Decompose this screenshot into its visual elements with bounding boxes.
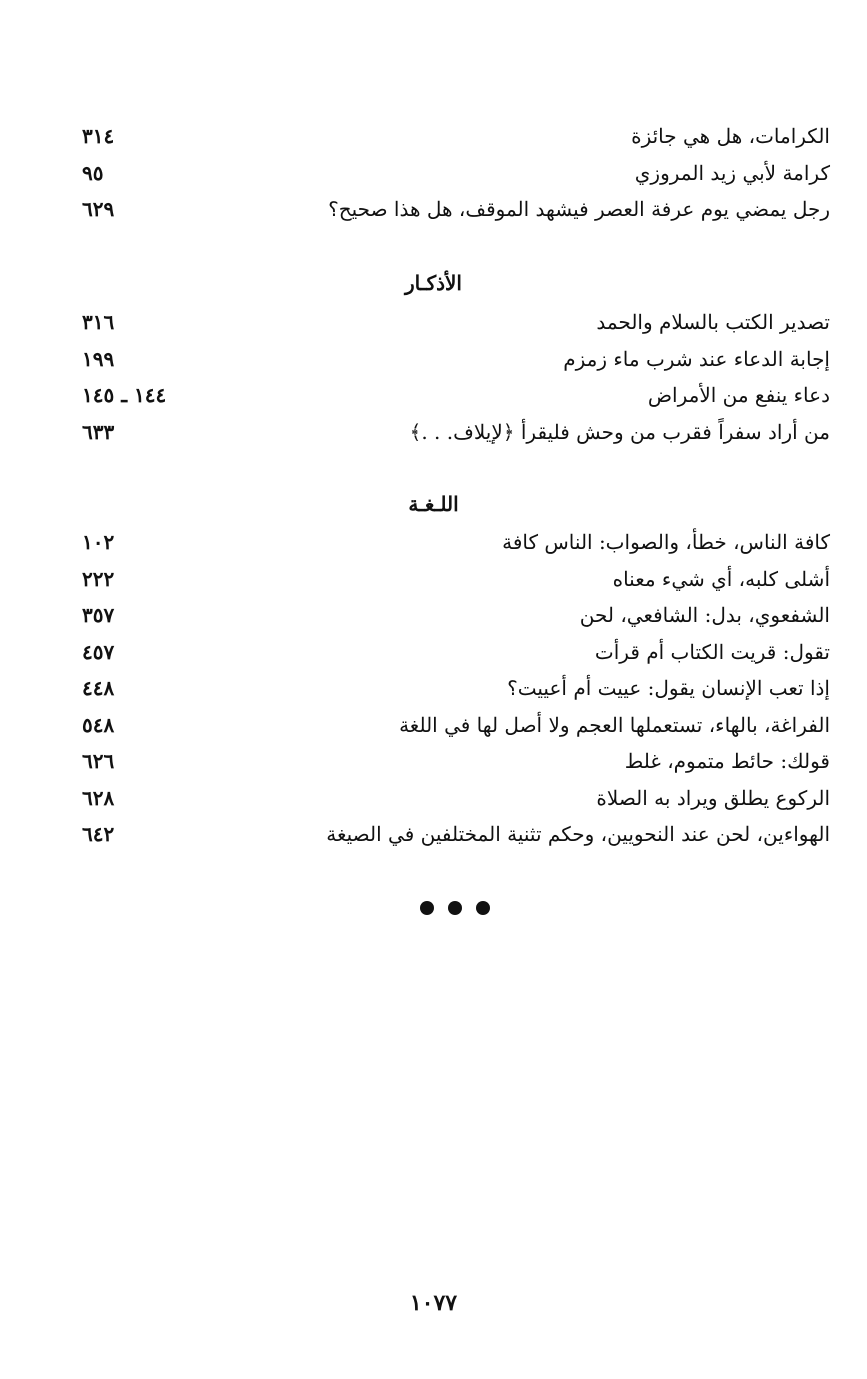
entry-page-number: ٤٤٨ <box>82 676 115 700</box>
page-number: ١٠٧٧ <box>409 1290 458 1316</box>
index-entry <box>60 194 830 231</box>
entry-text: كافة الناس، خطأ، والصواب: الناس كافة <box>502 530 830 554</box>
entry-page-number: ٦٣٣ <box>82 419 115 444</box>
entry-page-number: ١٠٢ <box>82 530 115 554</box>
index-entry <box>60 158 830 195</box>
entry-text: الركوع يطلق ويراد به الصلاة <box>596 785 830 810</box>
entry-page-number: ٦٢٨ <box>82 785 115 810</box>
entry-text: الكرامات، هل هي جائزة <box>631 124 830 148</box>
index-entry <box>60 380 830 417</box>
entry-page-number: ١٩٩ <box>82 346 115 371</box>
entry-text: الفراغة، بالهاء، تستعملها العجم ولا أصل لها في اللغة <box>399 712 830 737</box>
index-entry <box>60 344 830 381</box>
entry-page-number: ٤٥٧ <box>82 639 115 664</box>
index-entry <box>60 637 830 674</box>
entry-text: إجابة الدعاء عند شرب ماء زمزم <box>563 346 830 371</box>
entry-page-number: ٢٢٢ <box>82 566 115 591</box>
entry-page-number: ٦٢٦ <box>82 749 115 773</box>
section-heading-adhkar: الأذكـار <box>404 271 462 295</box>
entry-page-number: ٣١٦ <box>82 310 115 334</box>
entry-text: أشلى كلبه، أي شيء معناه <box>612 566 830 591</box>
section-heading-lugha: اللـغـة <box>408 492 459 516</box>
index-entry <box>60 307 830 344</box>
index-entry <box>60 600 830 637</box>
entry-text: تقول: قريت الكتاب أم قرأت <box>594 639 830 664</box>
entry-page-number: ٣٥٧ <box>82 603 115 627</box>
entry-text: من أراد سفراً فقرب من وحش فليقرأ ﴿لإيلاف. . .﴾ <box>409 419 830 444</box>
index-entry <box>60 819 830 856</box>
index-section-karamat <box>60 121 830 231</box>
entry-page-number: ٦٤٢ <box>82 822 115 846</box>
index-entry <box>60 121 830 158</box>
entry-page-number: ١٤٤ ـ ١٤٥ <box>82 383 167 407</box>
entry-text: تصدير الكتب بالسلام والحمد <box>596 310 830 334</box>
index-entry <box>60 673 830 710</box>
dot-ornament <box>420 901 434 915</box>
index-section-adhkar <box>60 307 830 453</box>
entry-text: دعاء ينفع من الأمراض <box>647 383 830 407</box>
entry-page-number: ٩٥ <box>82 160 104 185</box>
index-entry <box>60 783 830 820</box>
dot-ornament <box>476 901 490 915</box>
entry-text: الهواءين، لحن عند النحويين، وحكم تثنية المختلفين في الصيغة <box>326 822 830 846</box>
index-entry <box>60 527 830 564</box>
index-entry <box>60 746 830 783</box>
entry-text: رجل يمضي يوم عرفة العصر فيشهد الموقف، هل هذا صحيح؟ <box>328 197 830 221</box>
entry-text: قولك: حائط متموم، غلط <box>624 749 830 773</box>
entry-page-number: ٦٢٩ <box>82 197 115 221</box>
dot-ornament <box>448 901 462 915</box>
entry-page-number: ٣١٤ <box>82 124 115 148</box>
index-entry <box>60 564 830 601</box>
entry-text: كرامة لأبي زيد المروزي <box>634 160 830 185</box>
entry-text: الشفعوي، بدل: الشافعي، لحن <box>579 603 830 627</box>
index-entry <box>60 417 830 454</box>
entry-page-number: ٥٤٨ <box>82 712 115 737</box>
entry-text: إذا تعب الإنسان يقول: عييت أم أعييت؟ <box>507 676 830 700</box>
section-end-marker <box>420 898 490 918</box>
index-entry <box>60 710 830 747</box>
index-section-lugha <box>60 527 830 856</box>
